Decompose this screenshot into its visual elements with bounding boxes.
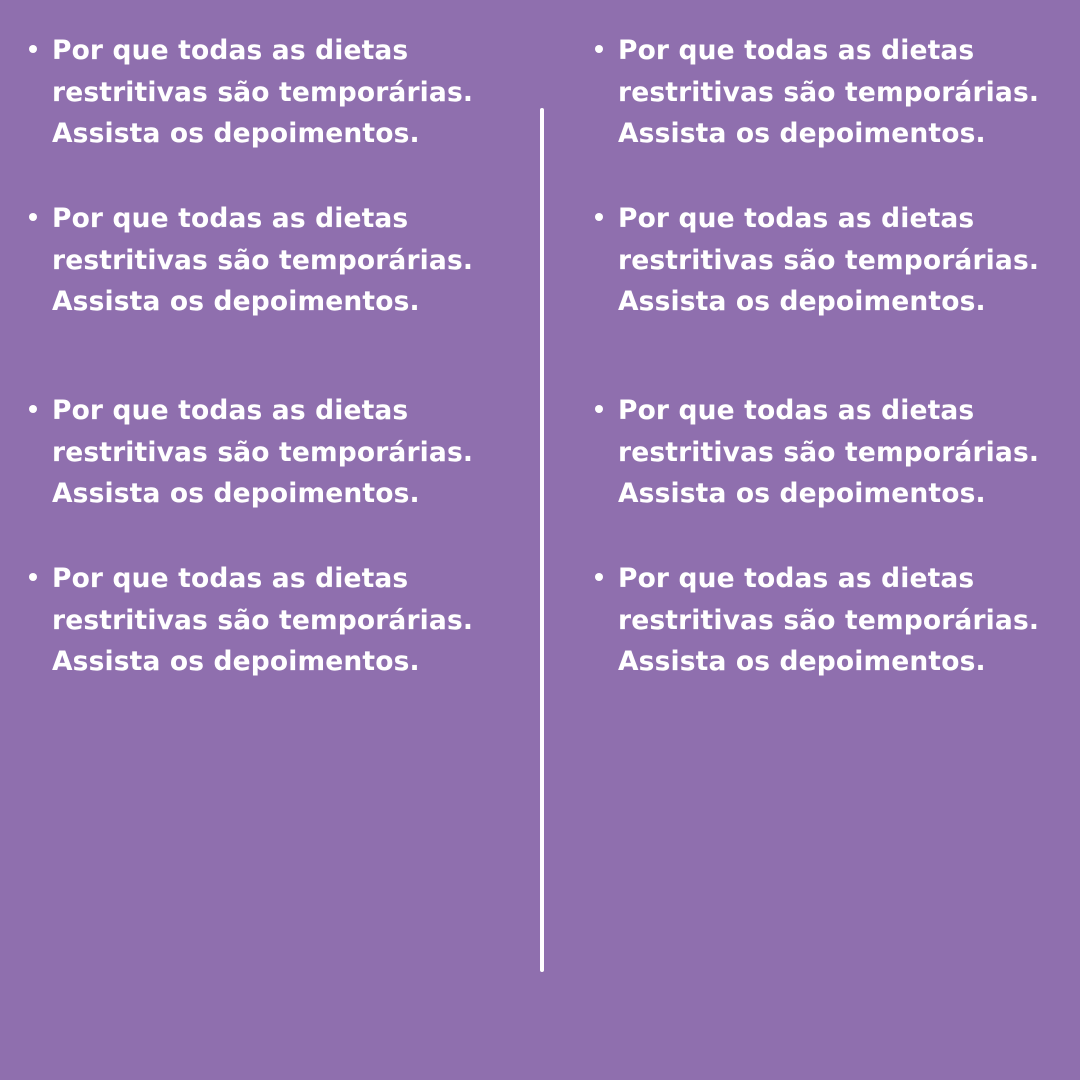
bullet-text-line: Por que todas as dietas: [52, 203, 409, 234]
bullet-text: [52, 30, 522, 155]
bullet-dot-icon: [595, 45, 603, 53]
bullet-dot-icon: [29, 573, 37, 581]
bullet-text-line: Assista os depoimentos.: [52, 286, 420, 317]
bullet-text-line: Por que todas as dietas: [52, 563, 409, 594]
bullet-text-line: restritivas são temporárias.: [52, 244, 474, 276]
bullet-dot-icon: [29, 213, 37, 221]
bullet-text-line: Assista os depoimentos.: [618, 646, 986, 677]
bullet-text-line: Por que todas as dietas: [52, 395, 409, 426]
bullet-text-line: Por que todas as dietas: [618, 35, 975, 66]
bullet-text-line: restritivas são temporárias.: [618, 604, 1040, 636]
bullet-text-line: restritivas são temporárias.: [618, 436, 1040, 468]
bullet-text: [618, 30, 1080, 155]
vertical-divider: [540, 108, 544, 972]
bullet-text-line: Por que todas as dietas: [52, 35, 409, 66]
bullet-text: [52, 198, 522, 323]
bullet-text-line: restritivas são temporárias.: [52, 604, 474, 636]
left-column: [0, 0, 520, 1080]
bullet-text-line: Por que todas as dietas: [618, 563, 975, 594]
bullet-text-line: Por que todas as dietas: [618, 203, 975, 234]
bullet-dot-icon: [595, 213, 603, 221]
bullet-text-line: restritivas são temporárias.: [52, 436, 474, 468]
right-column: [566, 0, 1080, 1080]
bullet-text-line: Assista os depoimentos.: [52, 478, 420, 509]
bullet-text-line: Por que todas as dietas: [618, 395, 975, 426]
bullet-text-line: Assista os depoimentos.: [618, 118, 986, 149]
bullet-dot-icon: [29, 405, 37, 413]
bullet-text: [52, 390, 522, 515]
bullet-text-line: Assista os depoimentos.: [618, 286, 986, 317]
bullet-text-line: restritivas são temporárias.: [618, 76, 1040, 108]
bullet-text-line: restritivas são temporárias.: [52, 76, 474, 108]
bullet-text-line: restritivas são temporárias.: [618, 244, 1040, 276]
bullet-text: [52, 558, 522, 683]
bullet-dot-icon: [595, 405, 603, 413]
bullet-dot-icon: [595, 573, 603, 581]
bullet-text: [618, 390, 1080, 515]
bullet-text-line: Assista os depoimentos.: [52, 646, 420, 677]
bullet-dot-icon: [29, 45, 37, 53]
bullet-text: [618, 198, 1080, 323]
bullet-text: [618, 558, 1080, 683]
bullet-text-line: Assista os depoimentos.: [52, 118, 420, 149]
bullet-text-line: Assista os depoimentos.: [618, 478, 986, 509]
